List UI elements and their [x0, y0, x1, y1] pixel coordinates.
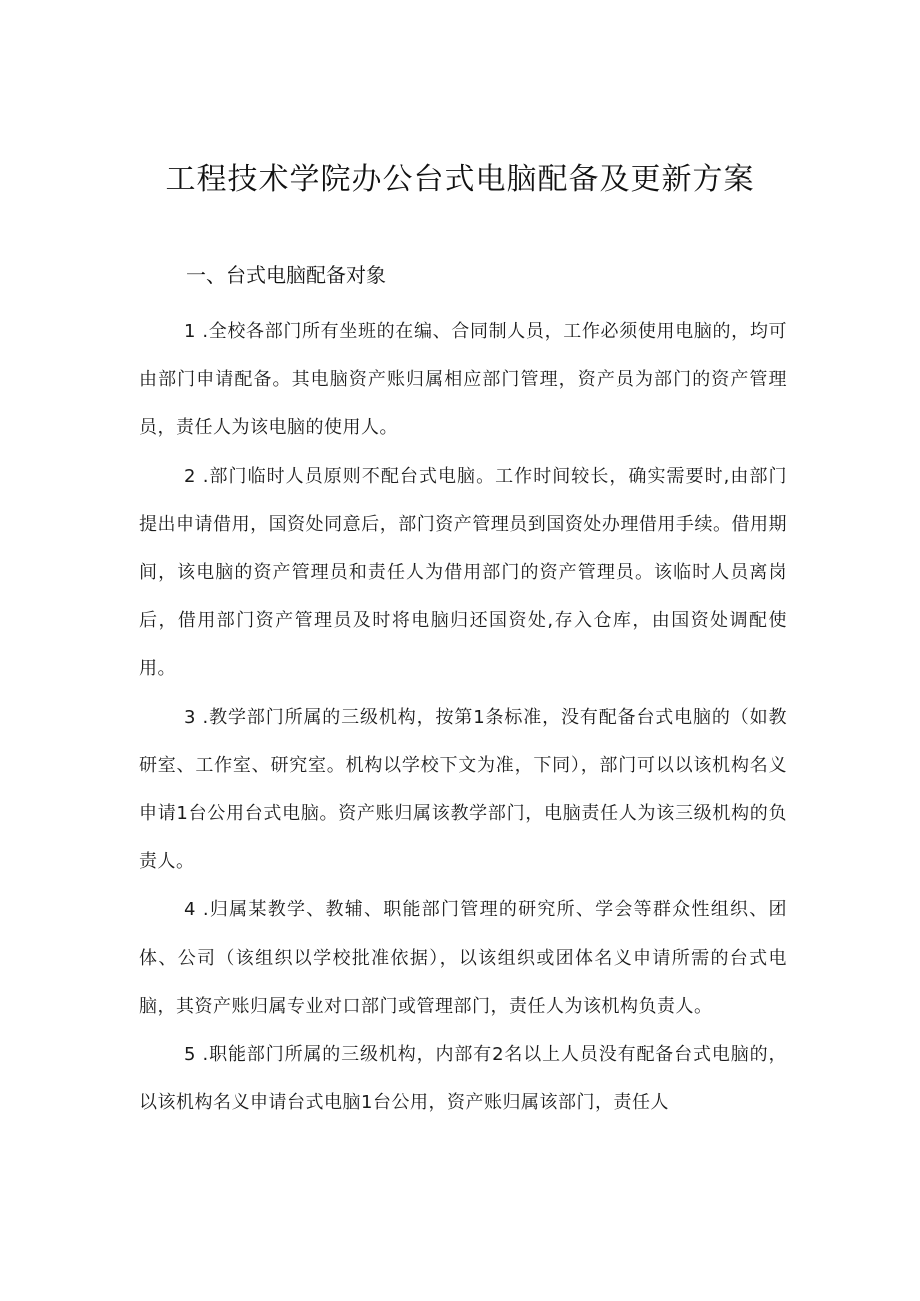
paragraph-5: 5 .职能部门所属的三级机构，内部有2名以上人员没有配备台式电脑的，以该机构名义申请台式电脑1台公用，资产账归属该部门，责任人	[139, 1044, 787, 1114]
paragraph-4: 4 .归属某教学、教辅、职能部门管理的研究所、学会等群众性组织、团体、公司（该组织以学校批准依据），以该组织或团体名义申请所需的台式电脑，其资产账归属专业对口部门或管理部门，责任人为该机构负责人。	[139, 899, 787, 1017]
section-heading: 一、台式电脑配备对象	[186, 263, 386, 287]
document-title: 工程技术学院办公台式电脑配备及更新方案	[165, 162, 755, 197]
section-body	[139, 308, 787, 1127]
paragraph-3: 3 .教学部门所属的三级机构，按第1条标准，没有配备台式电脑的（如教研室、工作室、研究室。机构以学校下文为准，下同），部门可以以该机构名义申请1台公用台式电脑。资产账归属该教学部门，电脑责任人为该三级机构的负责人。	[139, 706, 787, 873]
paragraph-2: 2 .部门临时人员原则不配台式电脑。工作时间较长，确实需要时,由部门提出申请借用，国资处同意后，部门资产管理员到国资处办理借用手续。借用期间，该电脑的资产管理员和责任人为借用部门的资产管理员。该临时人员离岗后，借用部门资产管理员及时将电脑归还国资处,存入仓库，由国资处调配使用。	[139, 465, 787, 680]
paragraph-1: 1 .全校各部门所有坐班的在编、合同制人员，工作必须使用电脑的，均可由部门申请配备。其电脑资产账归属相应部门管理，资产员为部门的资产管理员，责任人为该电脑的使用人。	[139, 321, 787, 439]
